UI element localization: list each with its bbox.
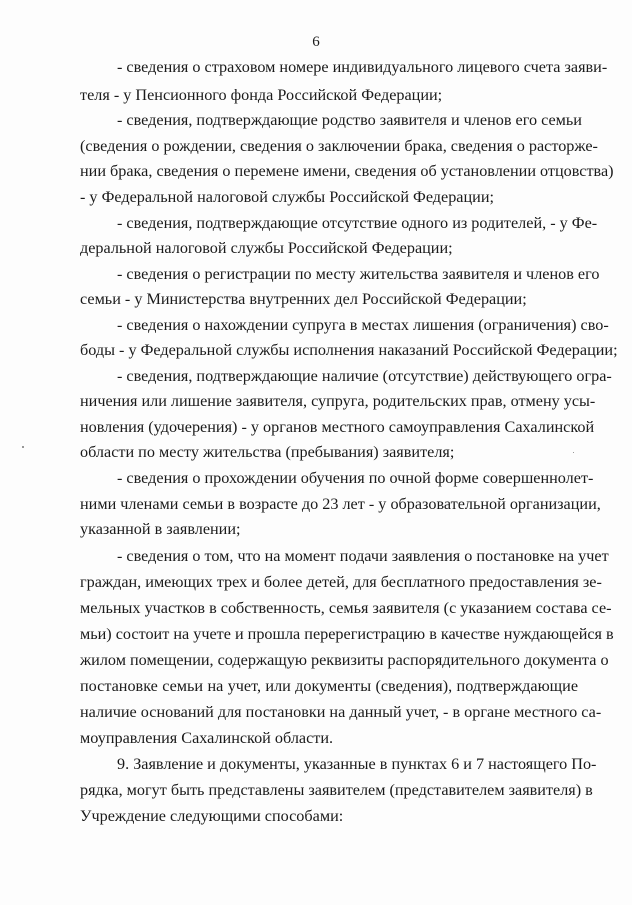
text-line: семьи - у Министерства внутренних дел Российской Федерации;	[80, 290, 527, 308]
text-line: постановке семьи на учет, или документы (сведения), подтверждающие	[80, 677, 578, 695]
text-line: - сведения о страховом номере индивидуального лицевого счета заяви-	[117, 58, 608, 76]
text-line: - у Федеральной налоговой службы Российской Федерации;	[80, 188, 494, 206]
text-line: Учреждение следующими способами:	[80, 807, 344, 825]
page-number: 6	[312, 34, 320, 50]
text-line: - сведения о прохождении обучения по очной форме совершеннолет-	[117, 469, 594, 487]
text-line: указанной в заявлении;	[80, 520, 241, 538]
scan-speck	[22, 446, 24, 448]
text-line: боды - у Федеральной службы исполнения наказаний Российской Федерации;	[80, 341, 618, 359]
text-line: моуправления Сахалинской области.	[80, 729, 334, 747]
text-line: - сведения о том, что на момент подачи заявления о постановке на учет	[117, 547, 609, 565]
text-line: граждан, имеющих трех и более детей, для бесплатного предоставления зе-	[80, 573, 602, 591]
text-line: ними членами семьи в возрасте до 23 лет - у образовательной организации,	[80, 495, 601, 513]
scan-speck	[573, 452, 574, 453]
text-line: теля - у Пенсионного фонда Российской Федерации;	[80, 86, 443, 104]
text-line: ничения или лишение заявителя, супруга, родительских прав, отмену усы-	[80, 392, 596, 410]
text-line: нии брака, сведения о перемене имени, сведения об установлении отцовства)	[80, 162, 614, 180]
text-line: рядка, могут быть представлены заявителем (представителем заявителя) в	[80, 781, 593, 799]
text-line: мельных участков в собственность, семья заявителя (с указанием состава се-	[80, 599, 612, 617]
text-line: жилом помещении, содержащую реквизиты распорядительного документа о	[80, 651, 609, 669]
text-line: - сведения о нахождении супруга в местах лишения (ограничения) сво-	[117, 316, 609, 334]
text-line: - сведения, подтверждающие родство заявителя и членов его семьи	[117, 111, 582, 129]
text-line: 9. Заявление и документы, указанные в пунктах 6 и 7 настоящего По-	[117, 755, 597, 773]
text-line: мьи) состоит на учете и прошла перерегистрацию в качестве нуждающейся в	[80, 625, 614, 643]
text-line: - сведения, подтверждающие отсутствие одного из родителей, - у Фе-	[117, 214, 598, 232]
text-line: области по месту жительства (пребывания) заявителя;	[80, 443, 455, 461]
text-line: - сведения, подтверждающие наличие (отсутствие) действующего огра-	[117, 367, 612, 385]
text-line: новления (удочерения) - у органов местного самоуправления Сахалинской	[80, 418, 595, 436]
text-line: - сведения о регистрации по месту жительства заявителя и членов его	[117, 265, 600, 283]
text-line: наличие оснований для постановки на данный учет, - в органе местного са-	[80, 703, 602, 721]
text-line: (сведения о рождении, сведения о заключении брака, сведения о расторже-	[80, 137, 598, 155]
text-line: деральной налоговой службы Российской Федерации;	[80, 239, 453, 257]
